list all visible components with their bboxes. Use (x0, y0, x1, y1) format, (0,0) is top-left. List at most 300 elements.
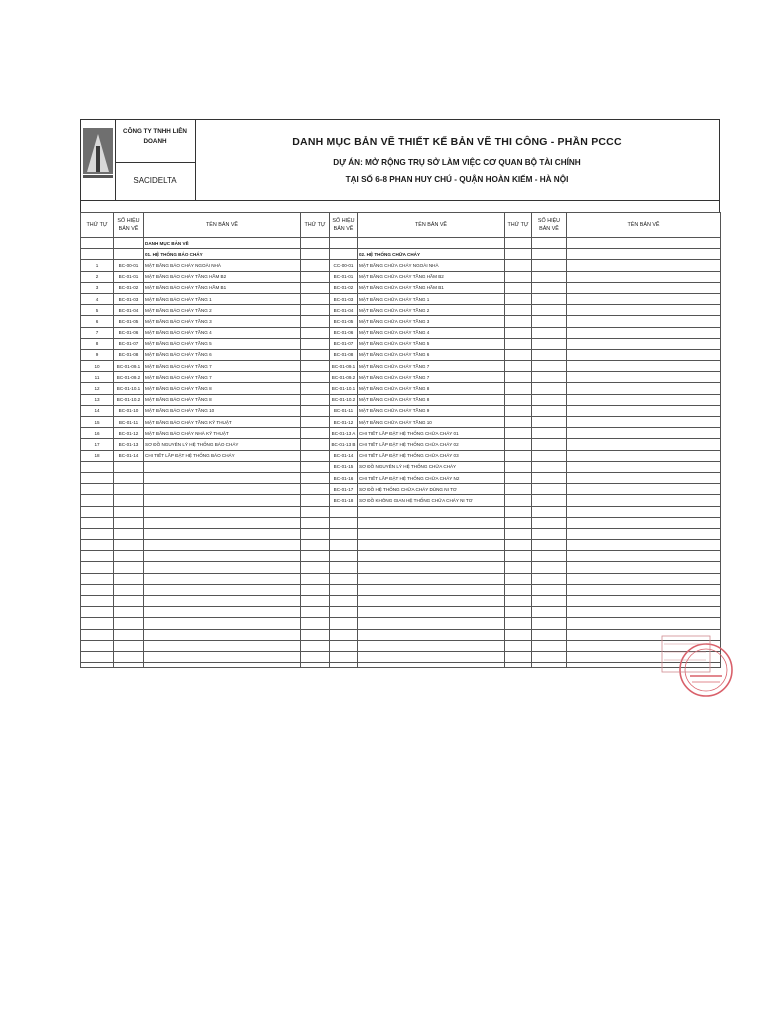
order-cell (301, 305, 330, 316)
drawing-list-table (80, 212, 721, 668)
table-row (81, 405, 721, 416)
empty-cell (81, 651, 114, 662)
empty-cell (505, 573, 532, 584)
drawing-name-cell: CHI TIẾT LẮP ĐẶT HỆ THỐNG CHỮA CHÁY 03 (358, 450, 505, 461)
empty-cell (358, 596, 505, 607)
empty-cell (144, 506, 301, 517)
order-cell (301, 282, 330, 293)
drawing-name-cell (567, 461, 721, 472)
header-code-2: SỐ HIỆU BẢN VẼ (330, 213, 358, 238)
drawing-name-cell: SƠ ĐỒ HỆ THỐNG CHỮA CHÁY DÙNG NI TƠ (358, 484, 505, 495)
empty-cell (144, 573, 301, 584)
empty-cell (81, 640, 114, 651)
table-row (81, 338, 721, 349)
empty-cell (532, 562, 567, 573)
table-row (81, 372, 721, 383)
logo-cell (81, 120, 116, 200)
empty-cell (81, 562, 114, 573)
order-cell (505, 472, 532, 483)
company-short-name: SACIDELTA (133, 176, 177, 185)
empty-cell (532, 651, 567, 662)
list-title-row (81, 238, 721, 249)
order-cell: 3 (81, 282, 114, 293)
order-cell (505, 327, 532, 338)
empty-cell (567, 528, 721, 539)
drawing-name-cell: MẶT BẰNG CHỮA CHÁY TẦNG 5 (358, 338, 505, 349)
table-row (81, 271, 721, 282)
drawing-code-cell: BC-01-15 (330, 461, 358, 472)
drawing-name-cell: SƠ ĐỒ KHÔNG GIAN HỆ THỐNG CHỮA CHÁY NI TƠ (358, 495, 505, 506)
empty-cell (330, 618, 358, 629)
table-row (81, 439, 721, 450)
empty-cell (532, 584, 567, 595)
drawing-code-cell: BC-01-12 (114, 428, 144, 439)
empty-cell (330, 540, 358, 551)
empty-cell (532, 663, 567, 668)
empty-row (81, 551, 721, 562)
empty-cell (81, 506, 114, 517)
order-cell (505, 383, 532, 394)
order-cell (301, 293, 330, 304)
header-name-3: TÊN BẢN VẼ (567, 213, 721, 238)
empty-cell (358, 618, 505, 629)
drawing-code-cell: BC-01-01 (114, 271, 144, 282)
drawing-code-cell (532, 305, 567, 316)
empty-cell (114, 640, 144, 651)
drawing-name-cell: MẶT BẰNG BÁO CHÁY TẦNG 4 (144, 327, 301, 338)
order-cell: 11 (81, 372, 114, 383)
order-cell (81, 472, 114, 483)
section-fire-fighting: 02. HỆ THỐNG CHỮA CHÁY (358, 249, 505, 260)
empty-cell (330, 573, 358, 584)
empty-cell (144, 517, 301, 528)
empty-cell (81, 551, 114, 562)
empty-cell (301, 618, 330, 629)
drawing-name-cell (567, 394, 721, 405)
empty-row (81, 506, 721, 517)
empty-cell (532, 596, 567, 607)
drawing-name-cell (144, 461, 301, 472)
order-cell (505, 372, 532, 383)
drawing-name-cell: SƠ ĐỒ NGUYÊN LÝ HỆ THỐNG BÁO CHÁY (144, 439, 301, 450)
drawing-name-cell (567, 305, 721, 316)
order-cell: 18 (81, 450, 114, 461)
empty-cell (358, 573, 505, 584)
header-name-1: TÊN BẢN VẼ (144, 213, 301, 238)
drawing-code-cell (114, 472, 144, 483)
empty-cell (567, 607, 721, 618)
order-cell (505, 439, 532, 450)
drawing-code-cell: BC-01-04 (330, 305, 358, 316)
order-cell (505, 405, 532, 416)
empty-cell (532, 573, 567, 584)
empty-cell (144, 651, 301, 662)
table-row (81, 260, 721, 271)
drawing-name-cell (567, 260, 721, 271)
order-cell (301, 439, 330, 450)
order-cell (505, 484, 532, 495)
drawing-name-cell: MẶT BẰNG BÁO CHÁY TẦNG HẦM B2 (144, 271, 301, 282)
project-address: TẠI SỐ 6-8 PHAN HUY CHÚ - QUẬN HOÀN KIẾM - HÀ NỘI (345, 175, 569, 184)
empty-cell (301, 640, 330, 651)
empty-cell (567, 517, 721, 528)
empty-cell (144, 640, 301, 651)
empty-cell (301, 540, 330, 551)
drawing-code-cell (532, 394, 567, 405)
drawing-name-cell (567, 316, 721, 327)
order-cell (301, 394, 330, 405)
drawing-name-cell: MẶT BẰNG CHỮA CHÁY TẦNG HẦM B1 (358, 282, 505, 293)
empty-cell (330, 651, 358, 662)
drawing-name-cell: MẶT BẰNG CHỮA CHÁY TẦNG 8 (358, 394, 505, 405)
order-cell (505, 361, 532, 372)
empty-cell (301, 651, 330, 662)
table-row (81, 484, 721, 495)
empty-cell (114, 562, 144, 573)
empty-cell (144, 618, 301, 629)
empty-cell (358, 540, 505, 551)
empty-cell (505, 651, 532, 662)
empty-cell (358, 551, 505, 562)
drawing-code-cell: BC-01-14 (114, 450, 144, 461)
drawing-code-cell: BC-01-11 (330, 405, 358, 416)
drawing-name-cell: CHI TIẾT LẮP ĐẶT HỆ THỐNG CHỮA CHÁY 02 (358, 439, 505, 450)
drawing-code-cell (532, 361, 567, 372)
section-fire-alarm: 01. HỆ THỐNG BÁO CHÁY (144, 249, 301, 260)
drawing-code-cell: BC-01-08 (114, 349, 144, 360)
drawing-name-cell: MẶT BẰNG BÁO CHÁY TẦNG 8 (144, 394, 301, 405)
order-cell (301, 316, 330, 327)
empty-row (81, 640, 721, 651)
section-row (81, 249, 721, 260)
empty-cell (114, 663, 144, 668)
drawing-code-cell: BC-01-10 (114, 405, 144, 416)
empty-cell (358, 663, 505, 668)
empty-cell (532, 506, 567, 517)
drawing-name-cell (567, 495, 721, 506)
table-row (81, 305, 721, 316)
empty-cell (358, 584, 505, 595)
empty-cell (144, 607, 301, 618)
order-cell (301, 260, 330, 271)
drawing-name-cell (567, 450, 721, 461)
empty-cell (144, 663, 301, 668)
drawing-code-cell: BC-01-10.2 (330, 394, 358, 405)
drawing-name-cell (567, 383, 721, 394)
drawing-name-cell: MẶT BẰNG BÁO CHÁY TẦNG 8 (144, 383, 301, 394)
order-cell (301, 484, 330, 495)
order-cell (301, 461, 330, 472)
drawing-code-cell (532, 316, 567, 327)
empty-cell (301, 573, 330, 584)
empty-cell (532, 551, 567, 562)
empty-cell (144, 629, 301, 640)
empty-cell (505, 663, 532, 668)
order-cell (505, 394, 532, 405)
empty-cell (81, 540, 114, 551)
empty-cell (330, 551, 358, 562)
drawing-name-cell: MẶT BẰNG CHỮA CHÁY TẦNG 10 (358, 417, 505, 428)
empty-row (81, 562, 721, 573)
drawing-code-cell (114, 484, 144, 495)
drawing-code-cell (532, 428, 567, 439)
order-cell (301, 428, 330, 439)
empty-cell (114, 517, 144, 528)
drawing-code-cell: BC-01-06 (330, 327, 358, 338)
empty-cell (505, 618, 532, 629)
drawing-name-cell (567, 271, 721, 282)
drawing-code-cell: BC-01-09.1 (114, 361, 144, 372)
order-cell: 16 (81, 428, 114, 439)
order-cell (505, 461, 532, 472)
empty-cell (330, 607, 358, 618)
drawing-code-cell: BC-01-09.2 (330, 372, 358, 383)
empty-cell (144, 540, 301, 551)
drawing-code-cell: BC-01-05 (114, 316, 144, 327)
empty-cell (532, 618, 567, 629)
empty-cell (505, 607, 532, 618)
empty-cell (567, 618, 721, 629)
drawing-name-cell: CHI TIẾT LẮP ĐẶT HỆ THỐNG CHỮA CHÁY 01 (358, 428, 505, 439)
empty-cell (505, 551, 532, 562)
empty-cell (114, 551, 144, 562)
empty-cell (330, 663, 358, 668)
drawing-code-cell (532, 383, 567, 394)
empty-row (81, 573, 721, 584)
drawing-name-cell (567, 338, 721, 349)
drawing-code-cell (532, 271, 567, 282)
order-cell: 15 (81, 417, 114, 428)
empty-cell (330, 562, 358, 573)
drawing-name-cell: MẶT BẰNG BÁO CHÁY TẦNG KỸ THUẬT (144, 417, 301, 428)
drawing-name-cell (567, 472, 721, 483)
order-cell (505, 450, 532, 461)
drawing-name-cell: MẶT BẰNG BÁO CHÁY TẦNG 7 (144, 361, 301, 372)
drawing-list-sheet (80, 119, 720, 668)
drawing-name-cell (144, 472, 301, 483)
drawing-name-cell (567, 405, 721, 416)
empty-cell (567, 551, 721, 562)
order-cell (505, 316, 532, 327)
empty-cell (114, 584, 144, 595)
order-cell (301, 495, 330, 506)
order-cell: 13 (81, 394, 114, 405)
drawing-code-cell (532, 439, 567, 450)
order-cell (505, 271, 532, 282)
drawing-name-cell (144, 495, 301, 506)
empty-row (81, 584, 721, 595)
drawing-code-cell (114, 461, 144, 472)
empty-cell (114, 629, 144, 640)
empty-cell (505, 528, 532, 539)
order-cell (505, 260, 532, 271)
drawing-name-cell: MẶT BẰNG BÁO CHÁY TẦNG HẦM B1 (144, 282, 301, 293)
table-row (81, 450, 721, 461)
drawing-code-cell (532, 484, 567, 495)
empty-cell (114, 573, 144, 584)
drawing-code-cell (532, 417, 567, 428)
empty-cell (505, 540, 532, 551)
drawing-name-cell: CHI TIẾT LẮP ĐẶT HỆ THỐNG CHỮA CHÁY N2 (358, 472, 505, 483)
table-row (81, 361, 721, 372)
empty-cell (81, 607, 114, 618)
drawing-code-cell: BC-01-17 (330, 484, 358, 495)
header-order-2: THỨ TỰ (301, 213, 330, 238)
drawing-name-cell: MẶT BẰNG CHỮA CHÁY TẦNG 1 (358, 293, 505, 304)
empty-cell (505, 640, 532, 651)
empty-row (81, 651, 721, 662)
drawing-name-cell (567, 327, 721, 338)
order-cell: 8 (81, 338, 114, 349)
empty-cell (532, 640, 567, 651)
drawing-code-cell (532, 495, 567, 506)
empty-cell (144, 528, 301, 539)
empty-cell (114, 506, 144, 517)
drawing-name-cell (567, 417, 721, 428)
order-cell (301, 361, 330, 372)
empty-cell (301, 584, 330, 595)
empty-cell (358, 640, 505, 651)
table-row (81, 428, 721, 439)
drawing-name-cell: MẶT BẰNG BÁO CHÁY TẦNG 6 (144, 349, 301, 360)
drawing-code-cell: BC-01-18 (330, 495, 358, 506)
drawing-code-cell (532, 282, 567, 293)
empty-cell (301, 551, 330, 562)
empty-cell (301, 607, 330, 618)
empty-cell (532, 629, 567, 640)
empty-cell (144, 551, 301, 562)
empty-cell (301, 517, 330, 528)
order-cell: 17 (81, 439, 114, 450)
drawing-name-cell: MẶT BẰNG BÁO CHÁY TẦNG 10 (144, 405, 301, 416)
drawing-name-cell: MẶT BẰNG CHỮA CHÁY TẦNG 7 (358, 361, 505, 372)
drawing-name-cell: MẶT BẰNG BÁO CHÁY TẦNG 5 (144, 338, 301, 349)
order-cell (505, 282, 532, 293)
empty-cell (567, 562, 721, 573)
empty-cell (114, 596, 144, 607)
empty-cell (567, 506, 721, 517)
empty-cell (81, 528, 114, 539)
drawing-name-cell (567, 349, 721, 360)
drawing-code-cell (114, 495, 144, 506)
empty-row (81, 607, 721, 618)
table-row (81, 383, 721, 394)
drawing-code-cell: BC-01-10.2 (114, 394, 144, 405)
drawing-name-cell: SƠ ĐỒ NGUYÊN LÝ HỆ THỐNG CHỮA CHÁY (358, 461, 505, 472)
order-cell (301, 417, 330, 428)
header-order-3: THỨ TỰ (505, 213, 532, 238)
empty-cell (330, 640, 358, 651)
company-cell (115, 120, 196, 200)
order-cell (301, 405, 330, 416)
drawing-code-cell: BC-01-02 (330, 282, 358, 293)
empty-cell (567, 540, 721, 551)
empty-cell (358, 517, 505, 528)
project-title: DỰ ÁN: MỞ RỘNG TRỤ SỞ LÀM VIỆC CƠ QUAN BỘ TÀI CHÍNH (333, 158, 581, 167)
order-cell: 12 (81, 383, 114, 394)
order-cell (81, 461, 114, 472)
order-cell (505, 417, 532, 428)
header-code-1: SỐ HIỆU BẢN VẼ (114, 213, 144, 238)
empty-cell (144, 584, 301, 595)
drawing-code-cell: BC-00-01 (114, 260, 144, 271)
empty-cell (301, 528, 330, 539)
drawing-name-cell (567, 361, 721, 372)
empty-row (81, 618, 721, 629)
title-area (195, 120, 719, 200)
drawing-code-cell (532, 327, 567, 338)
drawing-name-cell (567, 439, 721, 450)
table-row (81, 316, 721, 327)
empty-cell (114, 540, 144, 551)
drawing-code-cell: BC-01-07 (114, 338, 144, 349)
empty-row (81, 528, 721, 539)
header-block (80, 119, 720, 200)
table-row (81, 349, 721, 360)
empty-cell (81, 629, 114, 640)
empty-cell (144, 562, 301, 573)
empty-cell (505, 506, 532, 517)
empty-cell (330, 596, 358, 607)
drawing-name-cell: MẶT BẰNG BÁO CHÁY NHÀ KỸ THUẬT (144, 428, 301, 439)
drawing-name-cell: MẶT BẰNG BÁO CHÁY NGOÀI NHÀ (144, 260, 301, 271)
order-cell: 7 (81, 327, 114, 338)
empty-cell (567, 596, 721, 607)
empty-cell (114, 618, 144, 629)
drawing-name-cell: MẶT BẰNG BÁO CHÁY TẦNG 1 (144, 293, 301, 304)
spacer-row (80, 200, 720, 212)
drawing-code-cell: BC-01-09.1 (330, 361, 358, 372)
empty-cell (81, 663, 114, 668)
drawing-code-cell (532, 450, 567, 461)
empty-row (81, 629, 721, 640)
bottom-row (81, 663, 721, 668)
drawing-code-cell (532, 260, 567, 271)
drawing-name-cell: CHI TIẾT LẮP ĐẶT HỆ THỐNG BÁO CHÁY (144, 450, 301, 461)
header-name-2: TÊN BẢN VẼ (358, 213, 505, 238)
order-cell (301, 327, 330, 338)
drawing-code-cell: CC-00-01 (330, 260, 358, 271)
empty-cell (358, 528, 505, 539)
drawing-code-cell: BC-01-13 (114, 439, 144, 450)
drawing-name-cell: MẶT BẰNG CHỮA CHÁY TẦNG 3 (358, 316, 505, 327)
empty-cell (505, 596, 532, 607)
drawing-code-cell: BC-01-01 (330, 271, 358, 282)
empty-cell (532, 528, 567, 539)
empty-cell (301, 629, 330, 640)
drawing-code-cell: BC-01-13 A (330, 428, 358, 439)
empty-cell (81, 596, 114, 607)
drawing-name-cell: MẶT BẰNG BÁO CHÁY TẦNG 3 (144, 316, 301, 327)
empty-cell (330, 584, 358, 595)
drawing-name-cell: MẶT BẰNG CHỮA CHÁY TẦNG HẦM B2 (358, 271, 505, 282)
empty-cell (505, 584, 532, 595)
drawing-code-cell (532, 338, 567, 349)
empty-cell (114, 651, 144, 662)
order-cell (505, 305, 532, 316)
empty-cell (532, 607, 567, 618)
drawing-code-cell (532, 472, 567, 483)
drawing-code-cell: BC-01-16 (330, 472, 358, 483)
drawing-code-cell: BC-01-04 (114, 305, 144, 316)
company-logo-icon (83, 128, 113, 180)
order-cell (301, 338, 330, 349)
empty-cell (358, 607, 505, 618)
order-cell: 5 (81, 305, 114, 316)
drawing-code-cell: BC-01-02 (114, 282, 144, 293)
empty-cell (301, 663, 330, 668)
empty-cell (330, 506, 358, 517)
